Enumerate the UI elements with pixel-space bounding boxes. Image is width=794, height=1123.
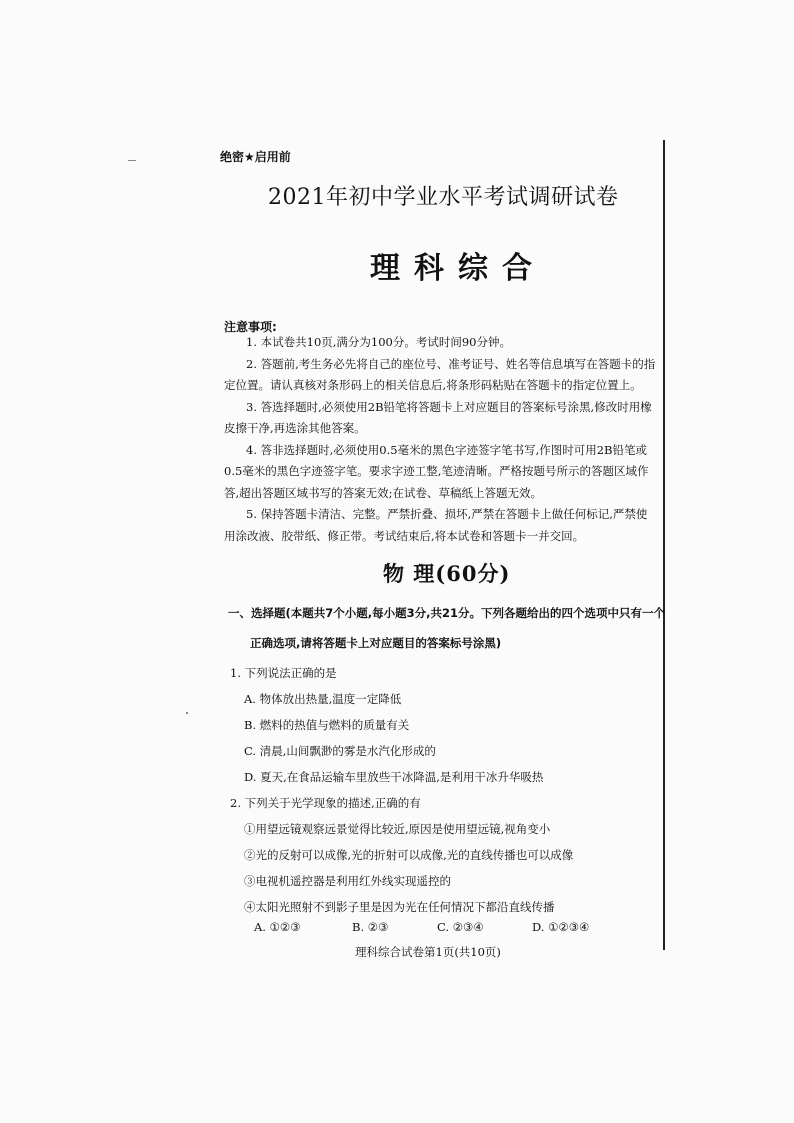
notice-list [224,332,656,547]
section-line: 正确选项,请将答题卡上对应题目的答案标号涂黑) [250,636,502,650]
secret-label: 绝密★启用前 [220,150,291,164]
question-option: A. 物体放出热量,温度一定降低 [244,692,402,706]
choice-c: C. ②③④ [437,920,484,934]
notice-item: 2. 答题前,考生务必先将自己的座位号、准考证号、姓名等信息填写在答题卡的指定位置。请认真核对条形码上的相关信息后,将条形码粘贴在答题卡的指定位置上。 [224,356,656,392]
question-1 [230,660,543,790]
exam-title: 2021年初中学业水平考试调研试卷 [268,185,619,210]
choice-section-instructions [228,598,668,658]
question-statement: ④太阳光照射不到影子里是因为光在任何情况下都沿直线传播 [244,900,555,914]
question-statement: ②光的反射可以成像,光的折射可以成像,光的直线传播也可以成像 [244,848,574,862]
choice-b: B. ②③ [352,920,389,934]
scan-mark [186,712,188,714]
question-option: D. 夏天,在食品运输车里放些干冰降温,是利用干冰升华吸热 [244,770,544,784]
notice-item: 3. 答选择题时,必须使用2B铅笔将答题卡上对应题目的答案标号涂黑,修改时用橡皮擦干净,再选涂其他答案。 [224,399,652,435]
question-option: C. 清晨,山间飘渺的雾是水汽化形成的 [244,744,436,758]
question-stem: 2. 下列关于光学现象的描述,正确的有 [230,796,421,810]
choice-d: D. ①②③④ [532,920,590,934]
binding-line [663,140,665,950]
subject-title: 理科综合 [370,251,546,286]
notice-item: 1. 本试卷共10页,满分为100分。考试时间90分钟。 [246,335,511,349]
scan-mark [128,160,136,161]
notice-item: 4. 答非选择题时,必须使用0.5毫米的黑色字迹签字笔书写,作图时可用2B铅笔或0.5毫米的黑色字迹签字笔。要求字迹工整,笔迹清晰。严格按题号所示的答题区域作答,超出答题区域书写的答案无效;在试卷、草稿纸上答题无效。 [224,442,649,500]
question-statement: ①用望远镜观察远景觉得比较近,原因是使用望远镜,视角变小 [244,822,551,836]
question-stem: 1. 下列说法正确的是 [230,666,337,680]
question-option: B. 燃料的热值与燃料的质量有关 [244,718,410,732]
question-2 [230,790,573,920]
notice-heading: 注意事项: [224,320,277,334]
page-footer: 理科综合试卷第1页(共10页) [355,945,501,959]
question-statement: ③电视机遥控器是利用红外线实现遥控的 [244,874,451,888]
section-line: 一、选择题(本题共7个小题,每小题3分,共21分。下列各题给出的四个选项中只有一个 [228,606,665,620]
choice-a: A. ①②③ [254,920,301,934]
notice-item: 5. 保持答题卡清洁、完整。严禁折叠、损坏,严禁在答题卡上做任何标记,严禁使用涂改液、胶带纸、修正带。考试结束后,将本试卷和答题卡一并交回。 [224,507,648,543]
physics-section-title: 物 理(60分) [383,561,511,586]
